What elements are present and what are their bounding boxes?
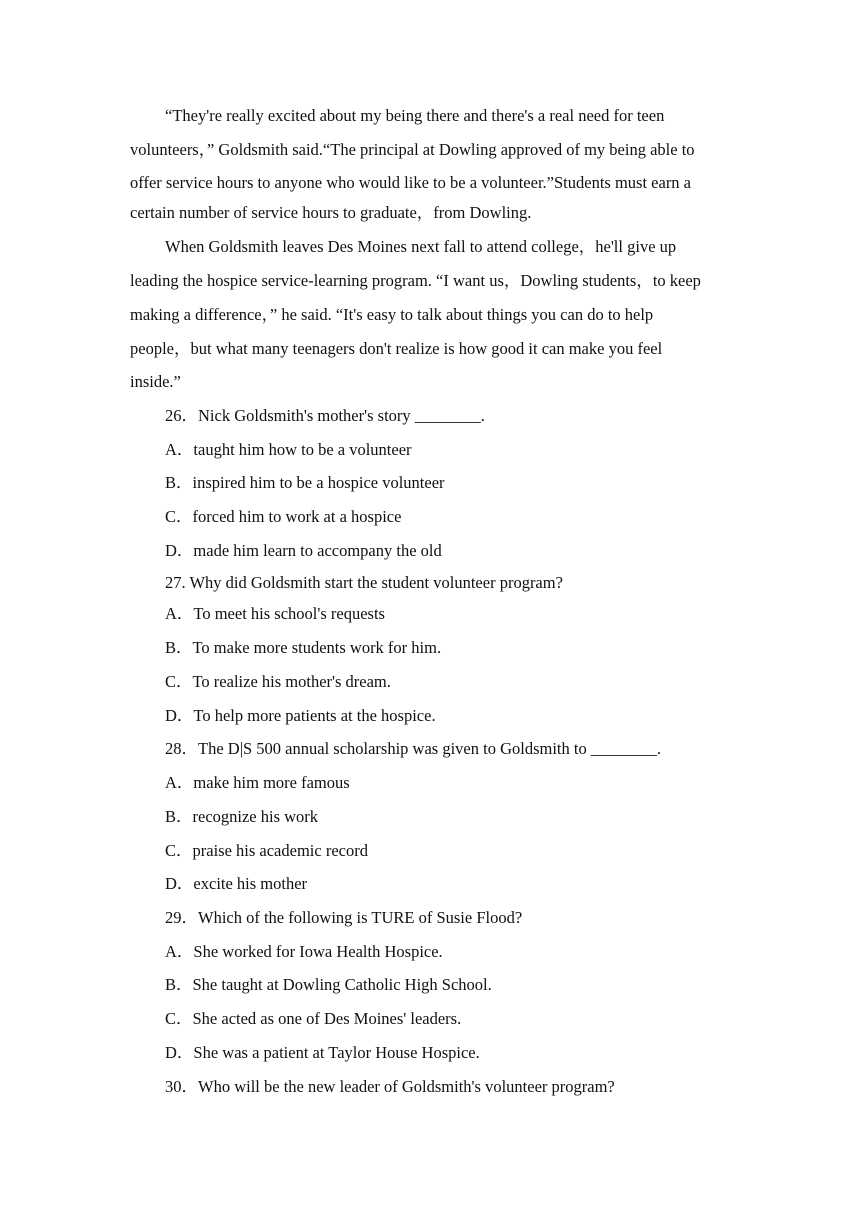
passage-line: “They're really excited about my being there and there's a real need for teen [165,106,665,125]
passage-line: inside.” [130,372,181,391]
question-27-stem: 27. Why did Goldsmith start the student volunteer program? [165,573,563,592]
question-27-option-d: D．To help more patients at the hospice. [165,706,436,725]
passage-line: certain number of service hours to graduate，from Dowling. [130,203,532,222]
question-28-option-d: D．excite his mother [165,874,308,893]
passage-line: leading the hospice service-learning program. “I want us，Dowling students，to keep [130,271,701,290]
passage-line: When Goldsmith leaves Des Moines next fall to attend college，he'll give up [165,237,677,256]
question-27-option-c: C．To realize his mother's dream. [165,672,391,691]
passage-line: offer service hours to anyone who would like to be a volunteer.”Students must earn a [130,173,692,192]
question-29-stem: 29．Which of the following is TURE of Susie Flood? [165,908,523,927]
question-29-option-a: A．She worked for Iowa Health Hospice. [165,942,443,961]
question-27-option-b: B．To make more students work for him. [165,638,442,657]
question-26-option-b: B．inspired him to be a hospice volunteer [165,473,445,492]
question-28-option-b: B．recognize his work [165,807,319,826]
passage-line: making a difference，” he said. “It's easy to talk about things you can do to help [130,305,654,324]
question-27-option-a: A．To meet his school's requests [165,604,385,623]
question-26-option-c: C．forced him to work at a hospice [165,507,402,526]
passage-line: volunteers，” Goldsmith said.“The principal at Dowling approved of my being able to [130,140,695,159]
question-26-stem: 26．Nick Goldsmith's mother's story ________. [165,406,485,425]
question-28-option-a: A．make him more famous [165,773,350,792]
question-29-option-c: C．She acted as one of Des Moines' leaders. [165,1009,462,1028]
passage-line: people，but what many teenagers don't realize is how good it can make you feel [130,339,663,358]
question-26-option-d: D．made him learn to accompany the old [165,541,442,560]
question-29-option-d: D．She was a patient at Taylor House Hospice. [165,1043,480,1062]
question-28-stem: 28．The D|S 500 annual scholarship was given to Goldsmith to ________. [165,739,661,758]
question-28-option-c: C．praise his academic record [165,841,368,860]
question-26-option-a: A．taught him how to be a volunteer [165,440,412,459]
question-30-stem: 30．Who will be the new leader of Goldsmith's volunteer program? [165,1077,615,1096]
question-29-option-b: B．She taught at Dowling Catholic High School. [165,975,492,994]
